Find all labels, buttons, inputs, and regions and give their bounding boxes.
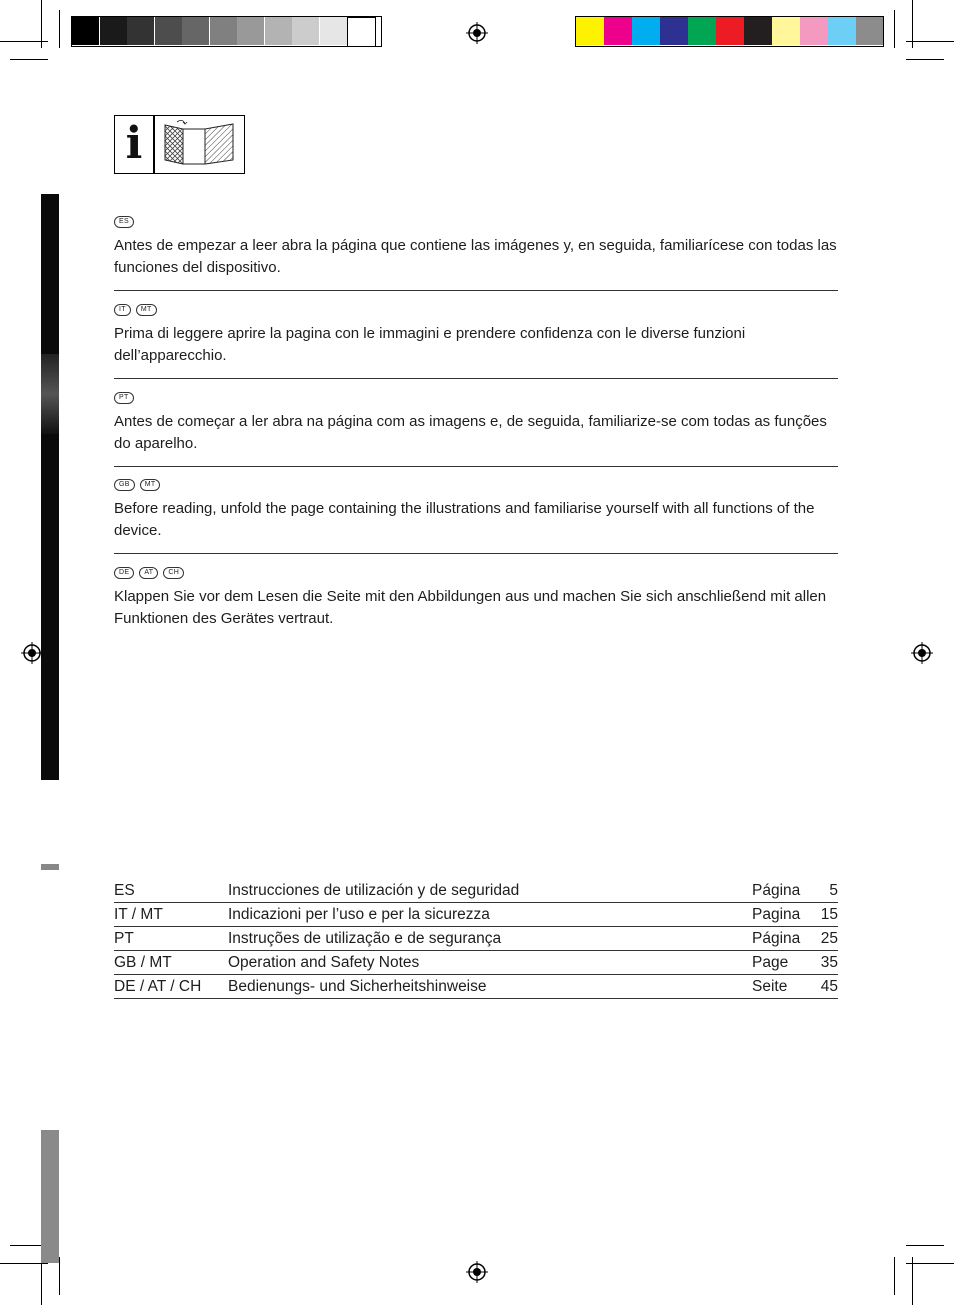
language-section (114, 391, 838, 455)
country-flags (114, 215, 838, 229)
country-code-badge: MT (136, 304, 157, 316)
registration-mark-icon (21, 642, 43, 664)
toc-language-code: IT / MT (114, 905, 163, 923)
toc-page-label: Página (752, 929, 801, 947)
country-code-badge: DE (114, 567, 134, 579)
toc-page-label: Página (752, 881, 801, 899)
country-code-badge: GB (114, 479, 135, 491)
toc-page-label: Seite (752, 977, 788, 995)
registration-mark-icon (466, 22, 488, 44)
toc-row (114, 879, 838, 903)
table-of-contents (114, 879, 838, 999)
country-code-badge: CH (163, 567, 184, 579)
section-divider (114, 466, 838, 467)
language-section (114, 478, 838, 542)
registration-mark-icon (911, 642, 933, 664)
info-letter: i (125, 118, 143, 169)
country-flags (114, 478, 838, 492)
fold-edge-strip (41, 194, 59, 780)
instruction-text: Before reading, unfold the page containing the illustrations and familiarise yourself with all functions of the device. (114, 500, 815, 539)
toc-row (114, 975, 838, 999)
section-divider (114, 378, 838, 379)
toc-page-label: Page (752, 953, 789, 971)
country-code-badge: PT (114, 392, 134, 404)
toc-title: Instruções de utilização e de segurança (228, 929, 502, 947)
instruction-text: Antes de começar a ler abra na página com as imagens e, de seguida, familiarize-se com todas as funções do aparelho. (114, 413, 827, 452)
instruction-text: Antes de empezar a leer abra la página que contiene las imágenes y, en seguida, familiarícese con todas las funciones del dispositivo. (114, 237, 837, 276)
toc-language-code: DE / AT / CH (114, 977, 202, 995)
toc-title: Indicazioni per l’uso e per la sicurezza (228, 905, 490, 923)
instruction-text: Prima di leggere aprire la pagina con le immagini e prendere confidenza con le diverse funzioni dell’apparecchio. (114, 325, 746, 364)
country-flags (114, 303, 838, 317)
country-flags (114, 566, 838, 580)
toc-page-label: Pagina (752, 905, 801, 923)
country-flags (114, 391, 838, 405)
toc-row (114, 951, 838, 975)
fold-edge-marker (41, 864, 59, 870)
language-section (114, 215, 838, 279)
toc-language-code: PT (114, 929, 134, 947)
toc-row (114, 927, 838, 951)
toc-page-number: 15 (820, 905, 838, 923)
instruction-text: Klappen Sie vor dem Lesen die Seite mit den Abbildungen aus und machen Sie sich anschließend mit allen Funktionen des Gerätes vertraut. (114, 588, 827, 627)
gray-bar-outline (71, 16, 382, 47)
section-divider (114, 553, 838, 554)
toc-page-number: 45 (820, 977, 838, 995)
country-code-badge: MT (140, 479, 161, 491)
toc-title: Bedienungs- und Sicherheitshinweise (228, 977, 487, 995)
toc-row (114, 903, 838, 927)
toc-title: Instrucciones de utilización y de seguridad (228, 881, 520, 899)
language-section (114, 566, 838, 630)
fold-edge-strip-bottom (41, 1130, 59, 1263)
country-code-badge: ES (114, 216, 134, 228)
toc-page-number: 5 (829, 881, 838, 899)
toc-language-code: ES (114, 881, 135, 899)
section-divider (114, 290, 838, 291)
toc-page-number: 25 (820, 929, 838, 947)
toc-title: Operation and Safety Notes (228, 953, 420, 971)
info-icon (114, 115, 154, 174)
language-section (114, 303, 838, 367)
color-bar-outline (575, 16, 884, 47)
toc-page-number: 35 (820, 953, 838, 971)
registration-mark-icon (466, 1261, 488, 1283)
country-code-badge: AT (139, 567, 158, 579)
toc-language-code: GB / MT (114, 953, 172, 971)
country-code-badge: IT (114, 304, 131, 316)
unfold-page-icon (154, 115, 245, 174)
